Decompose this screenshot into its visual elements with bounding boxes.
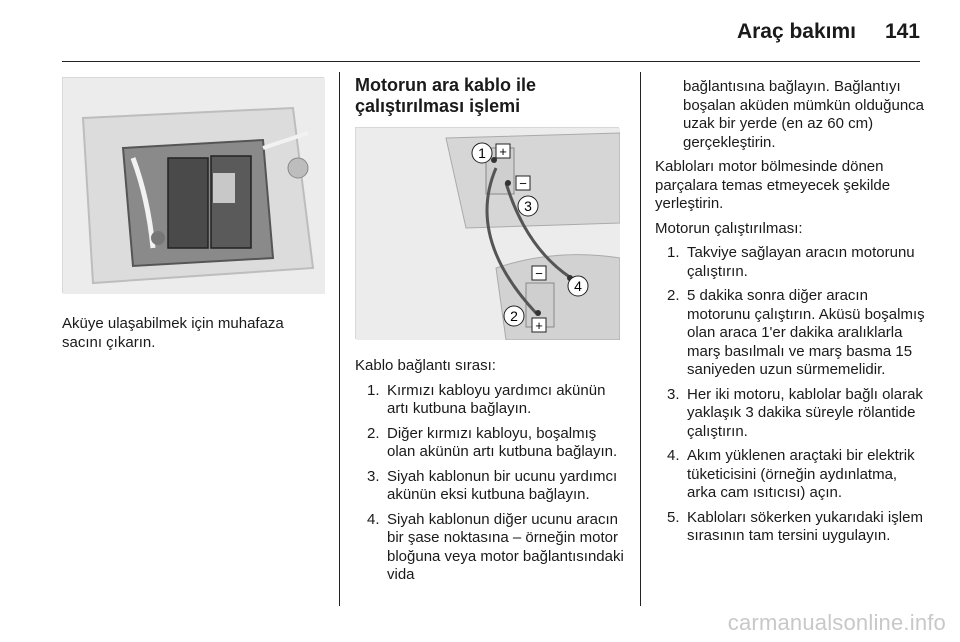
svg-text:−: − xyxy=(535,266,543,281)
label-4 xyxy=(568,276,588,296)
battery-cover-illustration xyxy=(62,77,324,293)
plus-marker-top xyxy=(496,144,510,159)
step-number: 2. xyxy=(667,287,680,304)
step-text: Kabloları sökerken yukarıdaki işlem sırasının tam tersini uygulayın. xyxy=(687,508,923,544)
svg-text:+: + xyxy=(535,318,543,333)
list-item xyxy=(667,386,925,442)
step-text: Siyah kablonun bir ucunu yardımcı akünün eksi kutbuna bağlayın. xyxy=(387,467,618,503)
step-number: 2. xyxy=(367,424,380,442)
list-item xyxy=(667,447,925,503)
step-number: 4. xyxy=(667,447,680,464)
svg-text:+: + xyxy=(499,144,507,159)
label-2 xyxy=(504,306,524,326)
step-text: Her iki motoru, kablolar bağlı olarak yaklaşık 3 dakika süreyle rölantide çalıştırın. xyxy=(687,385,923,440)
list-item xyxy=(667,509,925,546)
svg-text:3: 3 xyxy=(524,198,532,214)
list-item xyxy=(367,511,625,585)
step-text: Akım yüklenen araçtaki bir elektrik tüketicisini (örneğin aydınlatma, arka cam ısıtıcısı) açın. xyxy=(687,447,915,501)
minus-marker-bottom xyxy=(532,266,546,281)
page-header xyxy=(0,0,960,60)
cable-routing-note: Kabloları motor bölmesinde dönen parçalara temas etmeyecek şekilde yerleştirin. xyxy=(655,158,891,212)
step-text: 5 dakika sonra diğer aracın motorunu çalıştırın. Aküsü boşalmış olan araca 1'er dakika aralıklarla marş basılmalı ve marş basma 15 saniyeden uzun sürmemelidir. xyxy=(687,287,925,378)
page-number: 141 xyxy=(884,20,920,43)
minus-marker-top xyxy=(516,176,530,191)
step-number: 3. xyxy=(667,385,680,403)
step-number: 1. xyxy=(367,381,380,399)
section-title: Motorun ara kablo ile çalıştırılması işlemi xyxy=(355,75,537,116)
step-number: 5. xyxy=(667,508,680,526)
jump-start-illustration xyxy=(355,127,619,339)
svg-text:1: 1 xyxy=(478,145,486,161)
step-text: Diğer kırmızı kabloyu, boşalmış olan akünün artı kutbuna bağlayın. xyxy=(387,424,618,460)
watermark: carmanualsonline.info xyxy=(727,610,946,635)
svg-text:4: 4 xyxy=(574,278,582,294)
step-number: 4. xyxy=(367,510,380,528)
svg-text:−: − xyxy=(519,176,527,191)
column-2 xyxy=(355,72,625,591)
step-continuation: bağlantısına bağlayın. Bağlantıyı boşalan aküden mümkün olduğunca uzak bir yerde (en az 60 cm) gerçekleştirin. xyxy=(683,78,925,151)
step-text: Siyah kablonun diğer ucunu aracın bir şase noktasına – örneğin motor bloğuna veya motor bağlantısındaki vida xyxy=(387,510,624,583)
label-3 xyxy=(518,196,538,216)
label-1 xyxy=(472,143,492,163)
list-item xyxy=(667,244,925,281)
jump-start-drawing xyxy=(356,128,620,340)
battery-cover-drawing xyxy=(63,78,325,294)
header-title: Araç bakımı xyxy=(736,20,856,43)
plus-marker-bottom xyxy=(532,318,546,333)
step-text: Takviye sağlayan aracın motorunu çalıştırın. xyxy=(687,244,915,280)
starting-heading: Motorun çalıştırılması: xyxy=(655,219,803,237)
list-item xyxy=(667,287,925,380)
connection-steps xyxy=(367,382,625,585)
column-divider-2 xyxy=(640,72,641,606)
svg-text:2: 2 xyxy=(510,308,518,324)
column-1 xyxy=(62,72,324,352)
list-item xyxy=(367,425,625,462)
header-rule xyxy=(62,61,920,62)
column-3 xyxy=(655,72,925,552)
list-item xyxy=(367,382,625,419)
list-item xyxy=(367,468,625,505)
steps-intro: Kablo bağlantı sırası: xyxy=(355,357,496,374)
step-number: 1. xyxy=(667,244,680,261)
step-number: 3. xyxy=(367,467,380,485)
step-text: Kırmızı kabloyu yardımcı akünün artı kutbuna bağlayın. xyxy=(387,381,606,417)
starting-steps xyxy=(667,244,925,546)
column-divider-1 xyxy=(339,72,340,606)
figure-caption: Aküye ulaşabilmek için muhafaza sacını çıkarın. xyxy=(62,315,284,351)
